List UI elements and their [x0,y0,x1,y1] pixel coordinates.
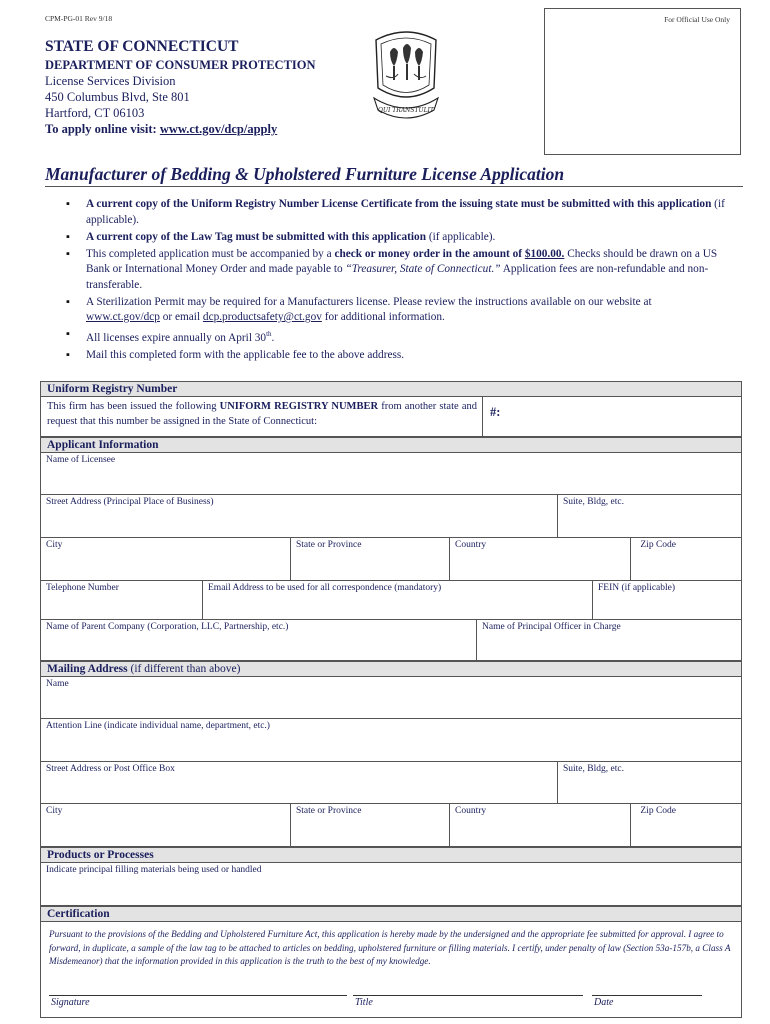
date-label: Date [594,997,614,1008]
mailing-section-header [40,661,742,677]
apply-online [45,121,316,137]
field-label: State or Province [296,540,362,550]
parent-company-field[interactable] [41,620,476,660]
instruction-item [66,327,726,346]
payee-name: “Treasurer, State of Connecticut.” [345,263,501,275]
instruction-item [66,295,726,326]
telephone-field[interactable] [41,581,202,619]
mailing-suite-field[interactable] [557,762,741,803]
instruction-text: . [271,331,275,344]
instruction-item [66,247,726,294]
instruction-text: This completed application must be accompanied by a [86,247,335,260]
urn-row [40,397,742,437]
fein-field[interactable] [592,581,741,619]
instruction-text: All licenses expire annually on April 30 [86,331,267,344]
mailing-street-field[interactable] [41,762,557,803]
state-field[interactable] [290,538,449,580]
field-label: Email Address to be used for all correspondence (mandatory) [208,583,442,593]
field-label: Street Address (Principal Place of Business) [46,497,214,507]
field-label: Name of Principal Officer in Charge [482,622,621,632]
field-label: Attention Line (indicate individual name, department, etc.) [46,721,270,731]
title-line[interactable] [353,995,583,996]
field-label: Name of Parent Company (Corporation, LLC, Partnership, etc.) [46,622,289,632]
field-label: Country [455,540,487,550]
field-label: City [46,540,63,550]
mailing-heading-note: (if different than above) [127,663,241,675]
instruction-list [66,197,726,365]
mailing-city-field[interactable] [41,804,290,846]
mailing-name-field[interactable] [41,677,741,718]
urn-text: from another state and request that this number be assigned in the State of Connecticut: [47,401,477,427]
apply-link[interactable]: www.ct.gov/dcp/apply [159,122,278,136]
fee-amount: $100.00. [524,247,565,260]
mailing-name-row [40,677,742,719]
mailing-street-row [40,762,742,804]
mailing-city-row [40,804,742,847]
field-label: State or Province [296,806,362,816]
city-field[interactable] [41,538,290,580]
title-divider [45,186,743,187]
division-name: License Services Division [45,74,176,88]
address-line-1: 450 Columbus Blvd, Ste 801 [45,90,190,104]
field-label: Suite, Bldg, etc. [563,497,624,507]
instruction-item [66,230,726,246]
instruction-text: A Sterilization Permit may be required for a Manufacturers license. Please review the instructions available on our website at [86,295,652,308]
state-name: STATE OF CONNECTICUT [45,38,239,55]
street-address-field[interactable] [41,495,557,537]
form-code: CPM-PG-01 Rev 9/18 [45,14,113,23]
instruction-text: Application fees are non-refundable and non-transferable. [86,263,709,291]
field-label: Indicate principal filling materials being used or handled [46,865,262,875]
email-field[interactable] [202,581,592,619]
field-label: Street Address or Post Office Box [46,764,175,774]
products-row [40,863,742,906]
suite-field[interactable] [557,495,741,537]
signature-label: Signature [51,997,90,1008]
urn-statement [47,400,477,429]
title-label: Title [355,997,373,1008]
date-line[interactable] [592,995,702,996]
urn-number-field[interactable] [482,397,500,436]
address-line-2: Hartford, CT 06103 [45,106,145,120]
city-row [40,538,742,581]
principal-officer-field[interactable] [476,620,741,660]
filling-materials-field[interactable] [41,863,741,905]
attention-row [40,719,742,762]
contact-row [40,581,742,620]
instruction-bold: check or money order in the amount of [334,247,525,260]
parent-row [40,620,742,661]
certification-section-header: Certification [40,906,742,922]
state-seal-icon [368,26,444,132]
country-field[interactable] [449,538,630,580]
mailing-state-field[interactable] [290,804,449,846]
official-use-label: For Official Use Only [664,15,730,24]
field-label: City [46,806,63,816]
field-label: Country [455,806,487,816]
urn-section-header: Uniform Registry Number [40,381,742,397]
form-title: Manufacturer of Bedding & Upholstered Furniture License Application [45,164,565,184]
ordinal-suffix: th [266,330,272,338]
instruction-text: or email [159,311,203,323]
apply-prefix: To apply online visit: [45,122,160,136]
product-safety-email-link[interactable]: dcp.productsafety@ct.gov [202,311,322,323]
instruction-item [66,197,726,228]
svg-text:QUI TRANSTULIT: QUI TRANSTULIT [378,107,434,114]
mailing-zip-field[interactable] [630,804,741,846]
dcp-website-link[interactable]: www.ct.gov/dcp [86,311,160,323]
certification-statement: Pursuant to the provisions of the Bedding and Upholstered Furniture Act, this application is hereby made by the undersigned and the appropriate fee submitted for approval. I agree to forward, in duplicate, a sample of the law tag to be attached to articles on bedding, upholstered furniture or filling materials. I certify, under penalty of law (Section 53a-157b, a Class A Misdemeanor) that the information provided in this application is the truth to the best of my knowledge. [49,929,731,966]
instruction-bold: A current copy of the Law Tag must be submitted with this application [86,230,426,243]
applicant-section-header: Applicant Information [40,437,742,453]
instruction-item [66,348,726,364]
urn-bold: UNIFORM REGISTRY NUMBER [219,401,379,412]
mailing-country-field[interactable] [449,804,630,846]
field-label: Name [46,679,69,689]
products-section-header: Products or Processes [40,847,742,863]
street-row [40,495,742,538]
instruction-text: (if applicable). [86,198,725,226]
instruction-text: Checks should be drawn on a US Bank or International Money Order and made payable to [86,247,718,275]
field-label: FEIN (if applicable) [598,583,676,593]
field-label: Zip Code [640,540,676,550]
instruction-text: (if applicable). [426,230,496,243]
instruction-text: for additional information. [321,311,445,323]
instruction-bold: A current copy of the Uniform Registry Number License Certificate from the issuing state must be submitted with this application [86,198,712,210]
instruction-text: Mail this completed form with the applicable fee to the above address. [86,348,405,361]
department-name: DEPARTMENT OF CONSUMER PROTECTION [45,58,316,72]
licensee-name-field[interactable] [41,453,741,494]
field-label: Zip Code [640,806,676,816]
urn-text: This firm has been issued the following [47,401,220,412]
official-use-box [544,8,741,155]
licensee-row [40,453,742,495]
attention-line-field[interactable] [41,719,741,761]
field-label: Name of Licensee [46,455,116,465]
signature-line[interactable] [49,995,347,996]
mailing-heading: Mailing Address [47,663,128,675]
field-label: Suite, Bldg, etc. [563,764,624,774]
field-label: Telephone Number [46,583,119,593]
agency-block [45,38,316,137]
certification-row [40,922,742,1018]
zip-field[interactable] [630,538,741,580]
urn-hash-label: #: [490,405,501,419]
